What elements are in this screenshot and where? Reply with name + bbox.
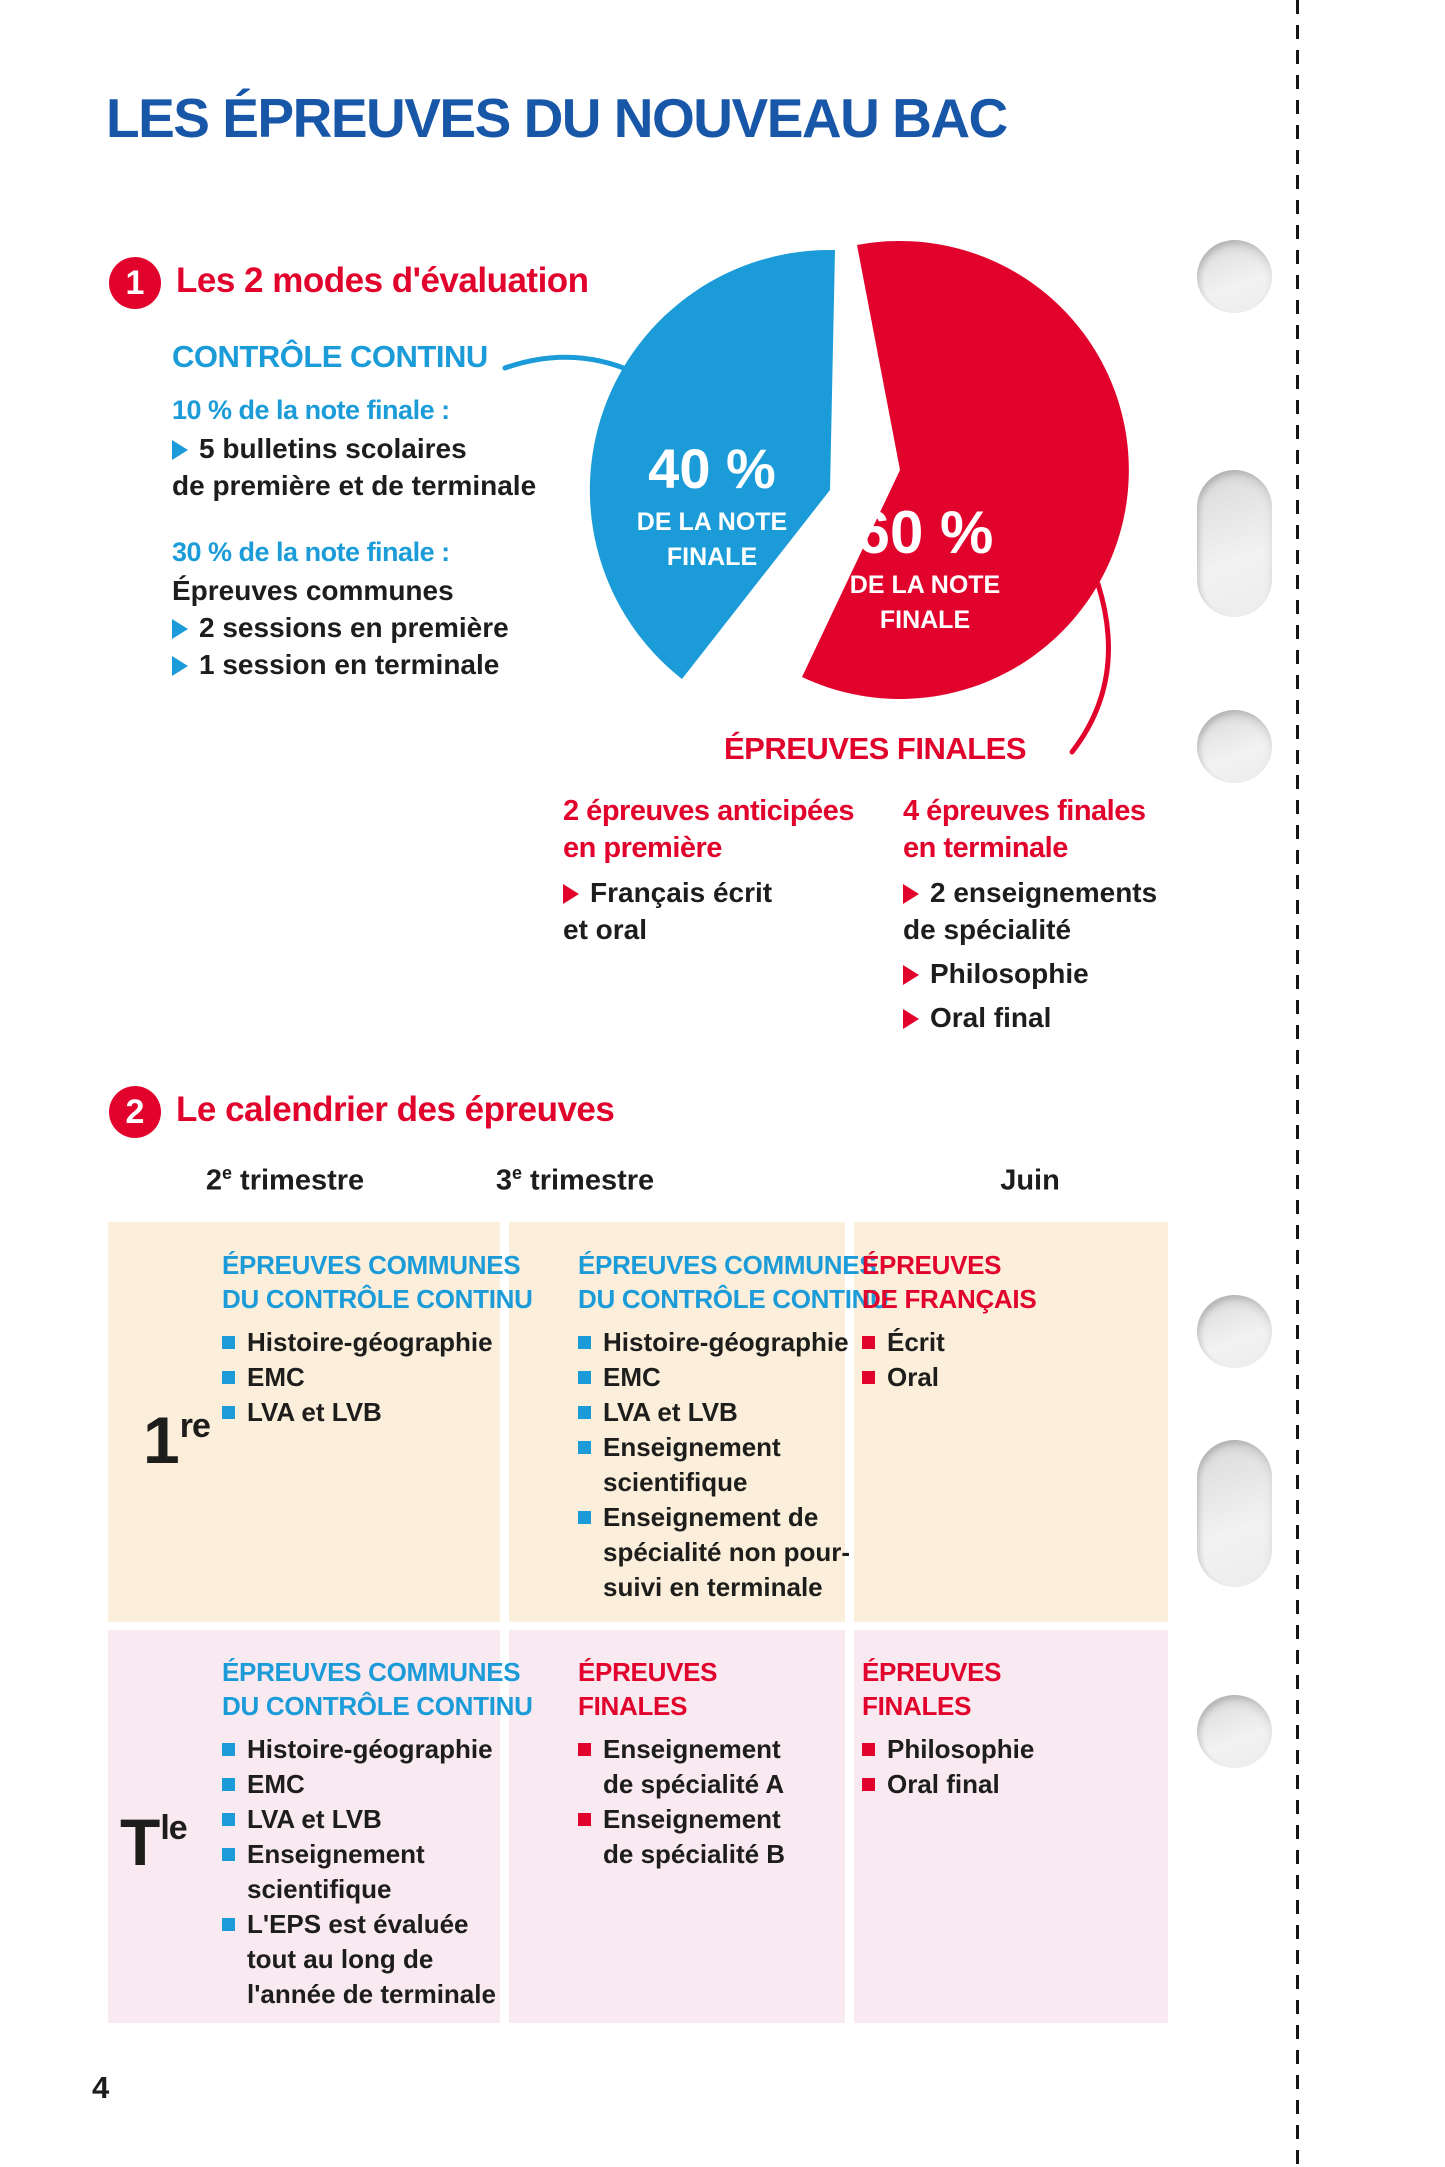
cell-header-line: ÉPREUVES COMMUNES — [222, 1657, 521, 1687]
controle-sub2: 30 % de la note finale : — [172, 537, 450, 567]
list-item-text: L'EPS est évaluée — [247, 1909, 469, 1939]
finales-right-b2: Philosophie — [930, 958, 1089, 989]
cell-header-line: FINALES — [578, 1691, 688, 1721]
list-item — [862, 1767, 1147, 1802]
page-number: 4 — [92, 2070, 110, 2105]
list-item-continuation — [222, 1977, 507, 2012]
list-item — [578, 1802, 863, 1837]
finales-left-l1: et oral — [563, 914, 648, 945]
finales-right-l1: de spécialité — [903, 914, 1072, 945]
list-item-continuation — [578, 1570, 863, 1605]
list-item-text: tout au long de — [247, 1944, 434, 1974]
cell-terminale-trimestre3 — [578, 1655, 863, 1872]
list-item-text: Oral final — [887, 1769, 1000, 1799]
pie-40-sub1: DE LA NOTE — [636, 508, 788, 536]
pie-chart — [480, 210, 1180, 790]
controle-b2: 2 sessions en première — [199, 612, 509, 643]
cell-terminale-trimestre2 — [222, 1655, 533, 2012]
list-item-continuation — [222, 1872, 507, 1907]
controle-bullet-line-2 — [172, 612, 509, 644]
cell-header-line: ÉPREUVES COMMUNES — [222, 1250, 521, 1280]
col-header-sup: e — [511, 1163, 522, 1183]
square-bullet-icon — [578, 1511, 591, 1524]
cell-header-line: ÉPREUVES COMMUNES — [578, 1250, 877, 1280]
cell-header-line: FINALES — [862, 1691, 972, 1721]
square-bullet-icon — [222, 1813, 235, 1826]
column-header-trimestre2 — [180, 1163, 390, 1198]
cell-premiere-trimestre3 — [578, 1248, 889, 1605]
square-bullet-icon — [578, 1441, 591, 1454]
list-item-text: scientifique — [247, 1874, 392, 1904]
cell-header-line: ÉPREUVES — [578, 1657, 718, 1687]
row-label-terminale — [120, 1798, 187, 1879]
list-item-text: LVA et LVB — [603, 1397, 738, 1427]
list-item-text: Enseignement — [603, 1432, 781, 1462]
list-item-text: scientifique — [603, 1467, 748, 1497]
square-bullet-icon — [862, 1743, 875, 1756]
list-item-continuation — [578, 1837, 863, 1872]
list-item — [862, 1325, 1147, 1360]
list-item-text: Enseignement — [603, 1734, 781, 1764]
list-item-text: Philosophie — [887, 1734, 1035, 1764]
square-bullet-icon — [578, 1813, 591, 1826]
square-bullet-icon — [862, 1371, 875, 1384]
list-item-continuation — [578, 1767, 863, 1802]
list-item — [222, 1802, 507, 1837]
list-item-text: LVA et LVB — [247, 1397, 382, 1427]
list-item — [578, 1732, 863, 1767]
list-item-text: Oral — [887, 1362, 940, 1392]
list-item-text: Enseignement — [247, 1839, 425, 1869]
list-item-text: suivi en terminale — [603, 1572, 823, 1602]
controle-b3: 1 session en terminale — [199, 649, 500, 680]
cell-header-line: ÉPREUVES — [862, 1250, 1002, 1280]
triangle-bullet-icon — [172, 619, 188, 639]
square-bullet-icon — [578, 1371, 591, 1384]
triangle-bullet-icon — [563, 884, 579, 904]
binder-hole-icon — [1197, 1295, 1272, 1368]
col-header-base: 2 — [205, 1164, 222, 1197]
list-item-text: Histoire-géographie — [247, 1734, 493, 1764]
controle-b1: 5 bulletins scolaires — [199, 433, 467, 464]
list-item-text: spécialité non pour- — [603, 1537, 851, 1567]
triangle-bullet-icon — [903, 965, 919, 985]
row-label-sup: re — [179, 1407, 210, 1445]
list-item — [578, 1360, 863, 1395]
finales-left-b1: Français écrit — [590, 877, 773, 908]
finales-right-bullet-1 — [903, 874, 1233, 911]
list-item-continuation — [578, 1465, 863, 1500]
list-item-continuation — [578, 1535, 863, 1570]
list-item-text: EMC — [247, 1769, 305, 1799]
binder-hole-icon — [1197, 240, 1272, 313]
square-bullet-icon — [862, 1336, 875, 1349]
cell-header-line: DU CONTRÔLE CONTINU — [222, 1691, 533, 1721]
pie-40-sub2: FINALE — [666, 543, 758, 571]
list-item-text: de spécialité B — [603, 1839, 786, 1869]
list-item — [222, 1837, 507, 1872]
finales-right-column — [903, 793, 1233, 1036]
cell-terminale-juin — [862, 1655, 1147, 1802]
cell-premiere-juin — [862, 1248, 1147, 1395]
binder-hole-icon — [1197, 470, 1272, 617]
square-bullet-icon — [222, 1743, 235, 1756]
list-item-text: EMC — [603, 1362, 661, 1392]
list-item — [578, 1395, 863, 1430]
list-item-text: LVA et LVB — [247, 1804, 382, 1834]
col-header-sup: e — [221, 1163, 232, 1183]
triangle-bullet-icon — [172, 440, 188, 460]
triangle-bullet-icon — [903, 1009, 919, 1029]
section2-heading: Le calendrier des épreuves — [176, 1090, 615, 1129]
list-item-text: l'année de terminale — [247, 1979, 496, 2009]
section1-number: 1 — [125, 263, 145, 302]
square-bullet-icon — [222, 1336, 235, 1349]
list-item-text: Histoire-géographie — [603, 1327, 849, 1357]
finales-right-h2: en terminale — [903, 832, 1068, 864]
section2-number: 2 — [125, 1092, 145, 1131]
list-item — [222, 1360, 507, 1395]
col-header-base: Juin — [1000, 1164, 1060, 1197]
binder-hole-icon — [1197, 1695, 1272, 1768]
square-bullet-icon — [222, 1371, 235, 1384]
row-label-premiere — [143, 1396, 210, 1477]
pie-60-pct: 60 % — [856, 499, 994, 566]
col-header-base: 3 — [495, 1164, 512, 1197]
row-label-base: T — [120, 1805, 161, 1879]
list-item-continuation — [222, 1942, 507, 1977]
square-bullet-icon — [222, 1778, 235, 1791]
row-label-sup: le — [160, 1809, 187, 1847]
list-item — [222, 1732, 507, 1767]
cut-dashed-line — [1296, 0, 1299, 2167]
finales-right-b3: Oral final — [930, 1002, 1052, 1033]
square-bullet-icon — [578, 1743, 591, 1756]
square-bullet-icon — [578, 1336, 591, 1349]
controle-bullet-line-3 — [172, 649, 499, 681]
epreuves-finales-label: ÉPREUVES FINALES — [723, 731, 1027, 766]
finales-right-h1: 4 épreuves finales — [903, 795, 1146, 827]
list-item-text: Enseignement de — [603, 1502, 819, 1532]
section1-number-badge — [109, 257, 161, 309]
triangle-bullet-icon — [172, 656, 188, 676]
col-header-rest: trimestre — [231, 1164, 365, 1197]
list-item — [222, 1767, 507, 1802]
pie-60-sub1: DE LA NOTE — [849, 571, 1001, 599]
controle-bullet-line-1 — [172, 433, 467, 465]
list-item-text: EMC — [247, 1362, 305, 1392]
list-item — [222, 1907, 507, 1942]
list-item — [578, 1430, 863, 1465]
list-item — [578, 1500, 863, 1535]
controle-l1: de première et de terminale — [172, 470, 537, 501]
cell-header-line: DU CONTRÔLE CONTINU — [578, 1284, 889, 1314]
list-item — [222, 1325, 507, 1360]
column-header-juin — [930, 1163, 1130, 1198]
list-item — [862, 1732, 1147, 1767]
pie-60-sub2: FINALE — [879, 606, 971, 634]
cell-header-line: ÉPREUVES — [862, 1657, 1002, 1687]
list-item — [222, 1395, 507, 1430]
finales-left-h1: 2 épreuves anticipées — [563, 795, 854, 827]
square-bullet-icon — [222, 1406, 235, 1419]
square-bullet-icon — [222, 1918, 235, 1931]
finales-right-bullet-2 — [903, 955, 1233, 992]
finales-left-bullet — [563, 874, 893, 911]
list-item-text: de spécialité A — [603, 1769, 785, 1799]
controle-l2: Épreuves communes — [172, 575, 454, 606]
finales-right-b1: 2 enseignements — [930, 877, 1158, 908]
list-item-text: Écrit — [887, 1327, 945, 1357]
section2-number-badge — [109, 1086, 161, 1138]
cell-premiere-trimestre2 — [222, 1248, 533, 1430]
binder-hole-icon — [1197, 710, 1272, 783]
row-label-base: 1 — [143, 1403, 180, 1477]
finales-right-bullet-3 — [903, 999, 1233, 1036]
column-header-trimestre3 — [470, 1163, 680, 1198]
cell-header-line: DE FRANÇAIS — [862, 1284, 1037, 1314]
cell-header-line: DU CONTRÔLE CONTINU — [222, 1284, 533, 1314]
binder-hole-icon — [1197, 1440, 1272, 1587]
square-bullet-icon — [862, 1778, 875, 1791]
col-header-rest: trimestre — [521, 1164, 655, 1197]
list-item-text: Enseignement — [603, 1804, 781, 1834]
controle-sub1: 10 % de la note finale : — [172, 395, 450, 425]
finales-left-column — [563, 793, 893, 948]
pie-40-pct: 40 % — [648, 437, 776, 500]
square-bullet-icon — [578, 1406, 591, 1419]
controle-continu-label: CONTRÔLE CONTINU — [172, 339, 488, 374]
finales-left-h2: en première — [563, 832, 722, 864]
list-item — [862, 1360, 1147, 1395]
section1-heading: Les 2 modes d'évaluation — [176, 261, 589, 300]
list-item-text: Histoire-géographie — [247, 1327, 493, 1357]
list-item — [578, 1325, 863, 1360]
square-bullet-icon — [222, 1848, 235, 1861]
page-title: LES ÉPREUVES DU NOUVEAU BAC — [106, 87, 1007, 149]
triangle-bullet-icon — [903, 884, 919, 904]
